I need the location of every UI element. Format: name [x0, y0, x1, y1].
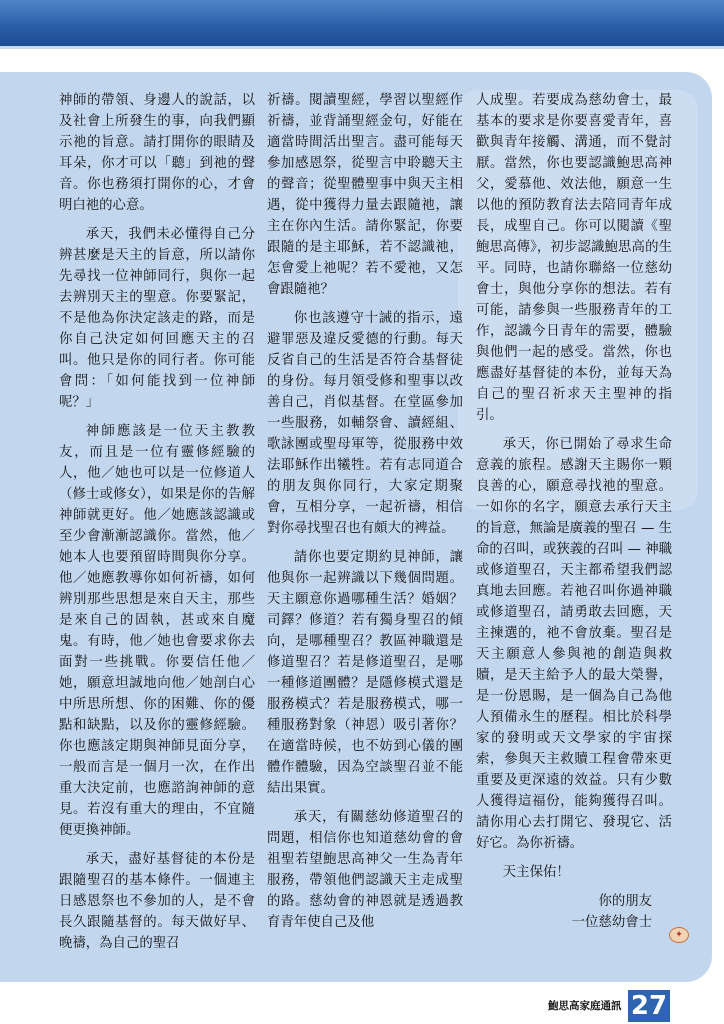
text-column-3 — [476, 90, 672, 933]
text-column-1 — [59, 90, 255, 962]
header-bar — [0, 0, 724, 46]
paragraph: 祈禱。閱讀聖經，學習以聖經作祈禱，並背誦聖經金句，好能在適當時間活出聖言。盡可能每天參加感恩祭，從聖言中聆聽天主的聲音；從聖體聖事中與天主相遇，從中獲得力量去跟隨祂，讓主在你內生活。請你緊記，你要跟隨的是主耶穌，若不認識祂，怎會愛上祂呢？若不愛祂，又怎會跟隨祂？ — [267, 93, 463, 297]
signoff-salesian: 一位慈幼會士 — [571, 915, 652, 930]
publication-name: 鮑思高家庭通訊 — [548, 1000, 622, 1012]
text-column-2 — [267, 90, 463, 941]
paragraph: 你也該遵守十誡的指示，遠避罪惡及違反愛德的行動。每天反省自己的生活是否符合基督徒的身份。每月領受修和聖事以改善自己，肖似基督。在堂區參加一些服務，如輔祭會、讀經組、歌詠團或聖母軍等，從服務中效法耶穌作出犧牲。若有志同道合的朋友與你同行，大家定期聚會，互相分享，一起祈禱，相信對你尋找聖召也有頗大的裨益。 — [267, 311, 463, 536]
signoff-friend: 你的朋友 — [598, 894, 652, 909]
blessing-line: 天主保佑！ — [502, 865, 570, 880]
paragraph: 神師應該是一位天主教教友，而且是一位有靈修經驗的人，他／她也可以是一位修道人（修士或修女），如果是你的告解神師就更好。他／她應該認識或至少會漸漸認識你。當然，他／她本人也要預留時間與你分享。他／她應教導你如何祈禱，如何辨別那些思想是來自天主，那些是來自己的固執，甚或來自魔鬼。有時，他／她也會要求你去面對一些挑戰。你要信任他／她，願意坦誠地向他／她剖白心中所思所想、你的困難、你的優點和缺點，以及你的靈修經驗。你也應該定期與神師見面分享，一般而言是一個月一次，在作出重大決定前，也應諮詢神師的意見。若沒有重大的理由，不宜隨便更換神師。 — [59, 424, 255, 838]
header-divider — [0, 46, 724, 49]
salesian-emblem-icon: ✦ — [669, 927, 689, 943]
paragraph: 請你也要定期約見神師，讓他與你一起辨識以下幾個問題。天主願意你過哪種生活？婚姻？司鐸？修道？若有獨身聖召的傾向，是哪種聖召？教區神職還是修道聖召？若是修道聖召，是哪一種修道團體？是隱修模式還是服務模式？若是服務模式，哪一種服務對象（神恩）吸引著你？在適當時候，也不妨到心儀的團體作體驗，因為空談聖召並不能結出果實。 — [267, 550, 463, 796]
paragraph: 承天，盡好基督徒的本份是跟隨聖召的基本條件。一個連主日感恩祭也不參加的人，是不會長久跟隨基督的。每天做好早、晚禱，為自己的聖召 — [59, 852, 255, 951]
paragraph: 承天，我們未必懂得自己分辨甚麼是天主的旨意，所以請你先尋找一位神師同行，與你一起去辨別天主的聖意。你要緊記，不是他為你決定該走的路，而是你自己決定如何回應天主的召叫。他只是你的同行者。你可能會問：「如何能找到一位神師呢？」 — [59, 227, 255, 410]
page-number: 27 — [628, 990, 670, 1022]
paragraph: 承天，有關慈幼修道聖召的問題，相信你也知道慈幼會的會祖聖若望鮑思高神父一生為青年服務，帶領他們認識天主走成聖的路。慈幼會的神恩就是透過教育青年使自己及他 — [267, 810, 463, 930]
paragraph: 人成聖。若要成為慈幼會士，最基本的要求是你要喜愛青年，喜歡與青年接觸、溝通，而不覺討厭。當然，你也要認識鮑思高神父，愛慕他、效法他，願意一生以他的預防教育法去陪同青年成長，成聖自己。你可以閱讀《聖鮑思高傳》，初步認識鮑思高的生平。同時，也請你聯絡一位慈幼會士，與他分享你的想法。若有可能，請參與一些服務青年的工作，認識今日青年的需要，體驗與他們一起的感受。當然，你也應盡好基督徒的本份，並每天為自己的聖召祈求天主聖神的指引。 — [476, 93, 672, 423]
paragraph: 承天，你已開始了尋求生命意義的旅程。感謝天主賜你一顆良善的心，願意尋找祂的聖意。一如你的名字，願意去承行天主的旨意，無論是廣義的聖召 — 生命的召叫，或狹義的召叫 — 神職或修道聖召，天主都希望我們認真地去回應。若祂召叫你過神職或修道聖召，請勇敢去回應，天主揀選的，祂不會放棄。聖召是天主願意人參與祂的創造與救贖，是天主給予人的最大榮譽，是一份恩賜，是一個為自己為他人預備永生的歷程。相比於科學家的發明或天文學家的宇宙探索，參與天主救贖工程會帶來更重要及更深遠的效益。只有少數人獲得這福份，能夠獲得召叫。請你用心去打開它、發現它、活好它。為你祈禱。 — [476, 437, 672, 851]
paragraph: 神師的帶領、身邊人的說話，以及社會上所發生的事，向我們顯示祂的旨意。請打開你的眼睛及耳朵，你才可以「聽」到祂的聲音。你也務須打開你的心，才會明白祂的心意。 — [59, 93, 255, 213]
